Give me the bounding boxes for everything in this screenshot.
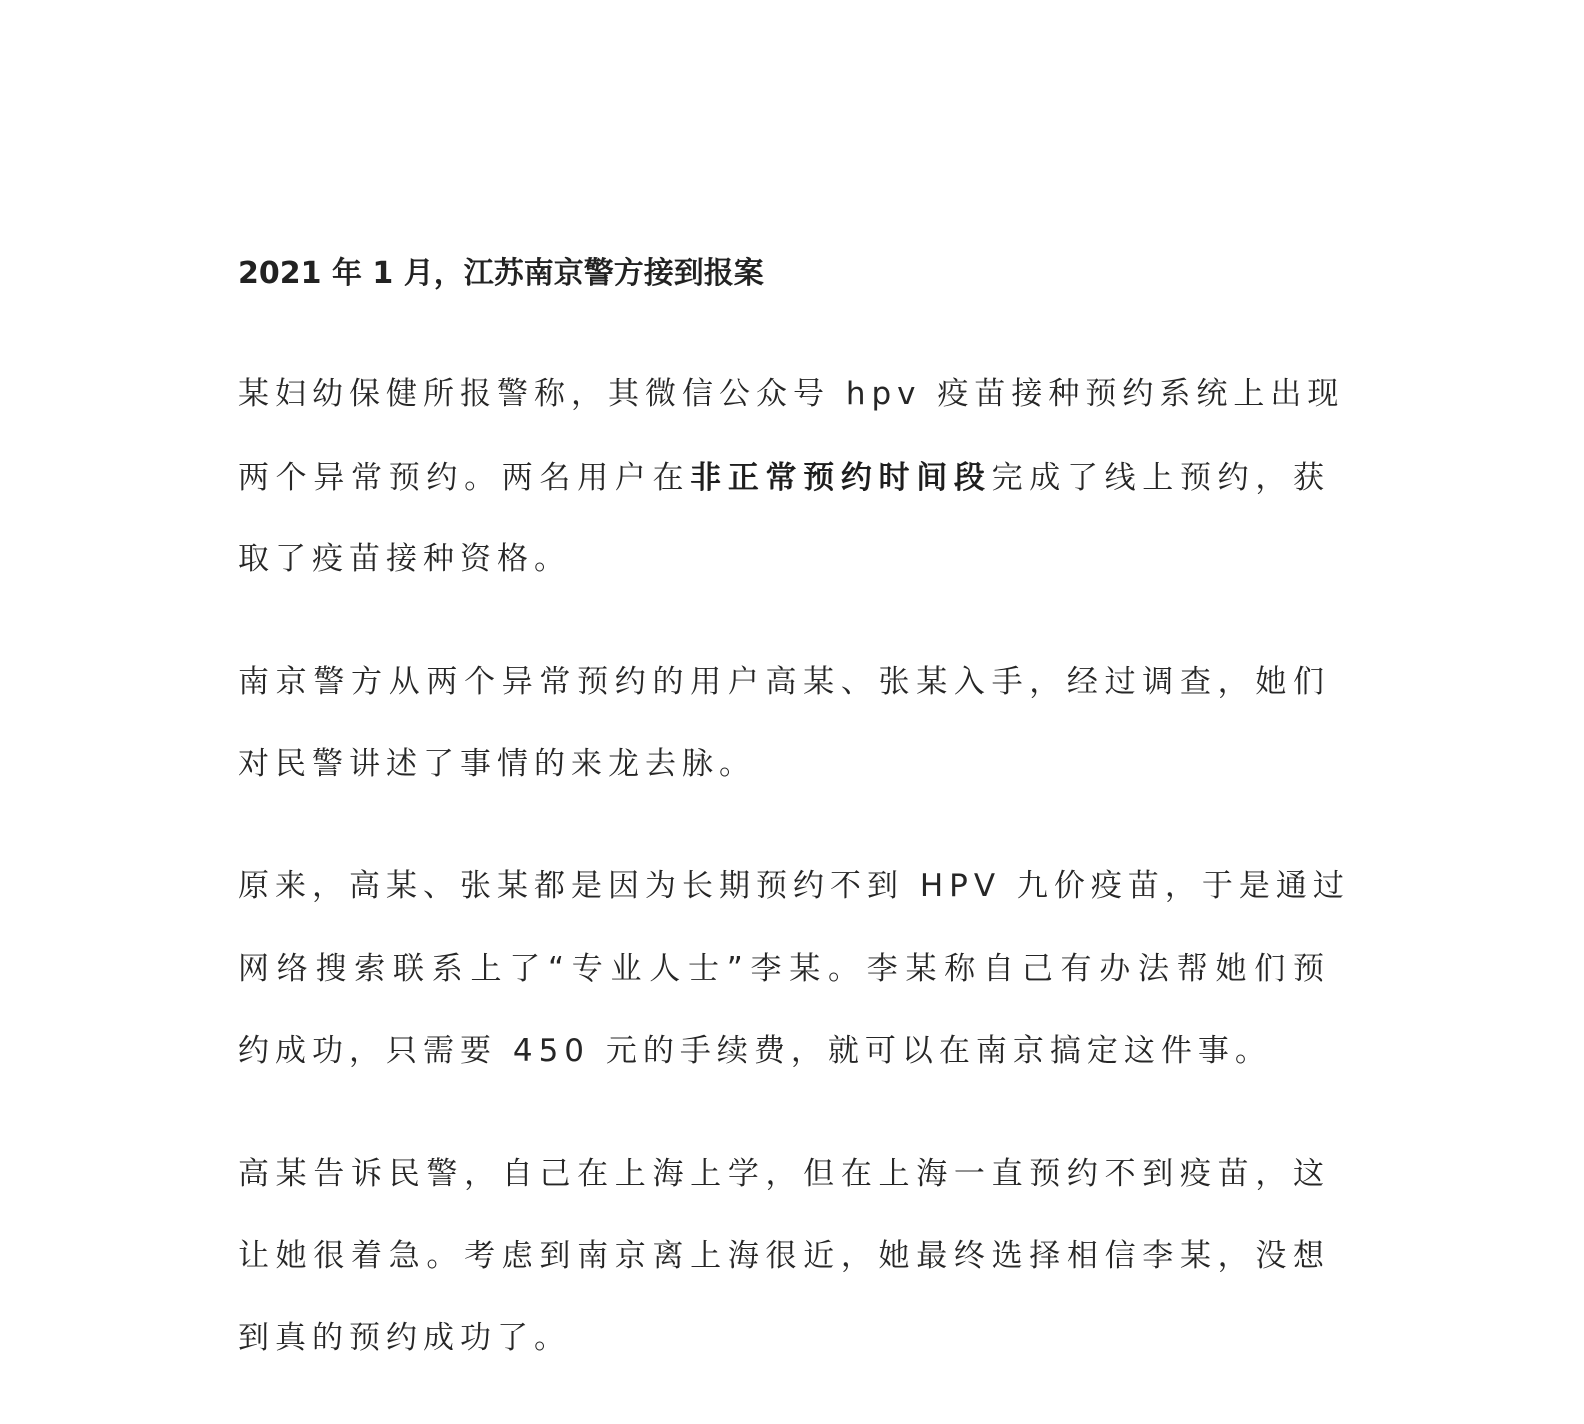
- paragraph-line: 高某告诉民警，自己在上海上学，但在上海一直预约不到疫苗，这: [238, 1156, 1330, 1192]
- paragraph-line: 约成功，只需要 450 元的手续费，就可以在南京搞定这件事。: [238, 1033, 1272, 1069]
- text-bold-emphasis: 非正常预约时间段: [690, 460, 992, 496]
- paragraph-line: 南京警方从两个异常预约的用户高某、张某入手，经过调查，她们: [238, 664, 1330, 700]
- paragraph-line: 取了疫苗接种资格。: [238, 541, 571, 577]
- paragraph-line: 某妇幼保健所报警称，其微信公众号 hpv 疫苗接种预约系统上出现: [238, 376, 1345, 412]
- text-normal: 两个异常预约。两名用户在: [238, 460, 691, 496]
- article-heading: 2021 年 1 月，江苏南京警方接到报案: [238, 256, 764, 291]
- paragraph-line: 到真的预约成功了。: [238, 1320, 571, 1356]
- paragraph-line: 网络搜索联系上了“专业人士”李某。李某称自己有办法帮她们预: [238, 951, 1330, 987]
- paragraph-line: 对民警讲述了事情的来龙去脉。: [238, 746, 756, 782]
- paragraph-line: 原来，高某、张某都是因为长期预约不到 HPV 九价疫苗，于是通过: [238, 868, 1350, 904]
- text-normal: 完成了线上预约，获: [991, 460, 1331, 496]
- paragraph-line: [238, 456, 1330, 500]
- paragraph-line: 让她很着急。考虑到南京离上海很近，她最终选择相信李某，没想: [238, 1238, 1330, 1274]
